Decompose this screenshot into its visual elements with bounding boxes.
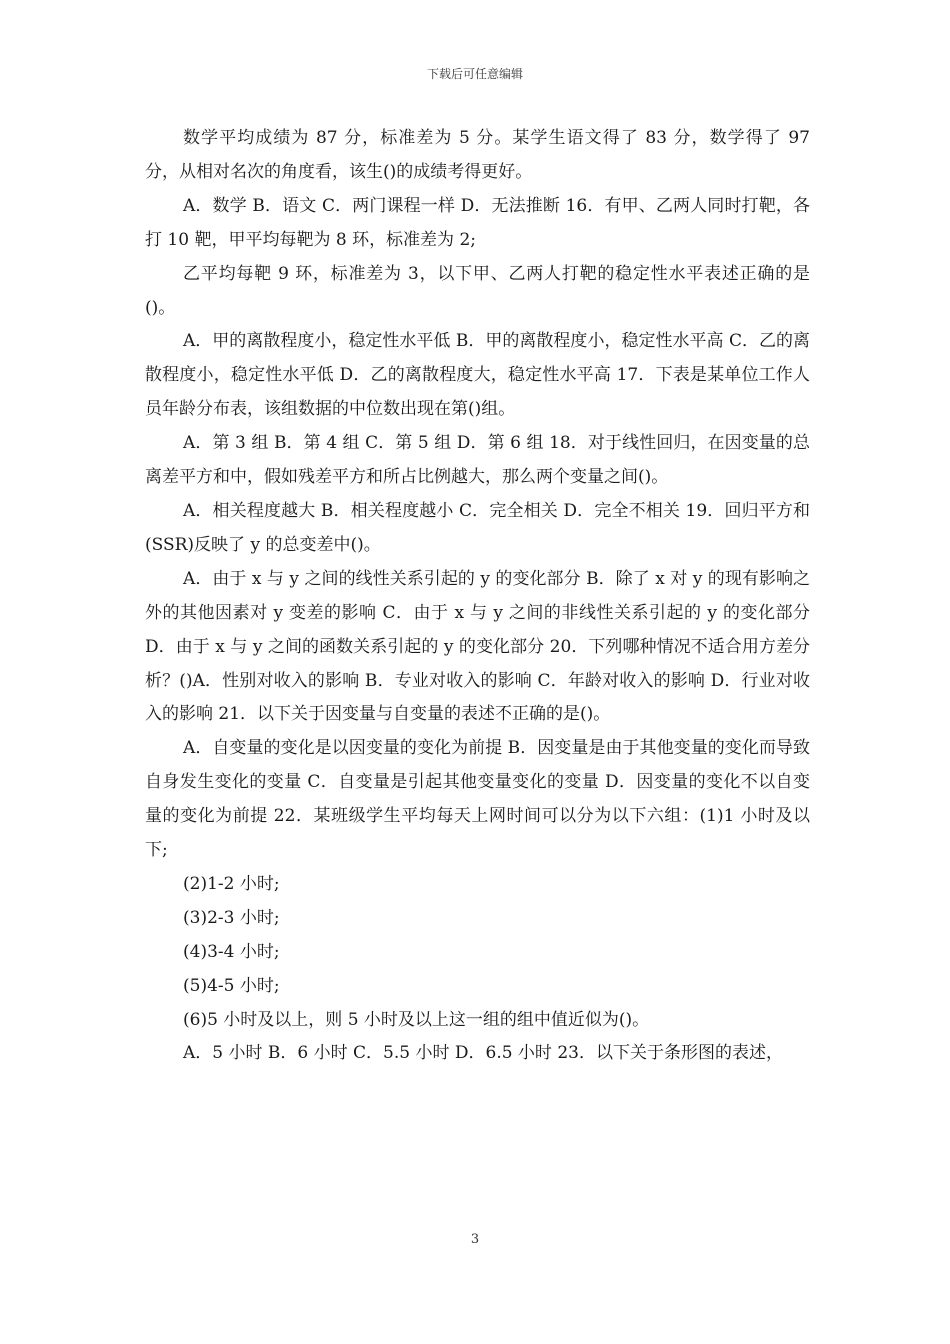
paragraph-1: 数学平均成绩为 87 分，标准差为 5 分。某学生语文得了 83 分，数学得了 97 分，从相对名次的角度看，该生()的成绩考得更好。 bbox=[145, 128, 810, 182]
list-item-group-5: (5)4-5 小时; bbox=[183, 975, 280, 996]
paragraph-4: A．甲的离散程度小，稳定性水平低 B．甲的离散程度小，稳定性水平高 C．乙的离散程度小，稳定性水平低 D．乙的离散程度大，稳定性水平高 17．下表是某单位工作人员年龄分布表，该组数据的中位数出现在第()组。 bbox=[145, 331, 810, 420]
document-body bbox=[145, 122, 810, 1071]
page-header: 下载后可任意编辑 bbox=[426, 67, 523, 81]
list-item-group-4: (4)3-4 小时; bbox=[183, 941, 280, 962]
paragraph-6: A．相关程度越大 B．相关程度越小 C．完全相关 D．完全不相关 19．回归平方和(SSR)反映了 y 的总变差中()。 bbox=[145, 500, 810, 555]
paragraph-7: A．由于 x 与 y 之间的线性关系引起的 y 的变化部分 B．除了 x 对 y 的现有影响之外的其他因素对 y 变差的影响 C．由于 x 与 y 之间的非线性关系引起的 y 的变化部分 D．由于 x 与 y 之间的函数关系引起的 y 的变化部分 20．下列哪种情况不适合用方差分析？()A．性别对收入的影响 B．专业对收入的影响 C．年龄对收入的影响 D．行业对收入的影响 21．以下关于因变量与自变量的表述不正确的是()。 bbox=[145, 568, 810, 725]
paragraph-8: A．自变量的变化是以因变量的变化为前提 B．因变量是由于其他变量的变化而导致自身发生变化的变量 C．自变量是引起其他变量变化的变量 D．因变量的变化不以自变量的变化为前提 22．某班级学生平均每天上网时间可以分为以下六组：(1)1 小时及以下; bbox=[145, 738, 810, 861]
page-number: 3 bbox=[470, 1232, 480, 1247]
paragraph-3: 乙平均每靶 9 环，标准差为 3，以下甲、乙两人打靶的稳定性水平表述正确的是()。 bbox=[145, 263, 810, 318]
list-item-group-6: (6)5 小时及以上，则 5 小时及以上这一组的组中值近似为()。 bbox=[183, 1009, 650, 1030]
list-item-group-2: (2)1-2 小时; bbox=[183, 873, 280, 894]
paragraph-last: A．5 小时 B．6 小时 C．5.5 小时 D．6.5 小时 23．以下关于条形图的表述， bbox=[183, 1043, 783, 1064]
paragraph-5: A．第 3 组 B．第 4 组 C．第 5 组 D．第 6 组 18．对于线性回归，在因变量的总离差平方和中，假如残差平方和所占比例越大，那么两个变量之间()。 bbox=[145, 433, 810, 488]
list-item-group-3: (3)2-3 小时; bbox=[183, 907, 280, 928]
paragraph-2: A．数学 B．语文 C．两门课程一样 D．无法推断 16．有甲、乙两人同时打靶，各打 10 靶，甲平均每靶为 8 环，标准差为 2; bbox=[145, 195, 810, 250]
